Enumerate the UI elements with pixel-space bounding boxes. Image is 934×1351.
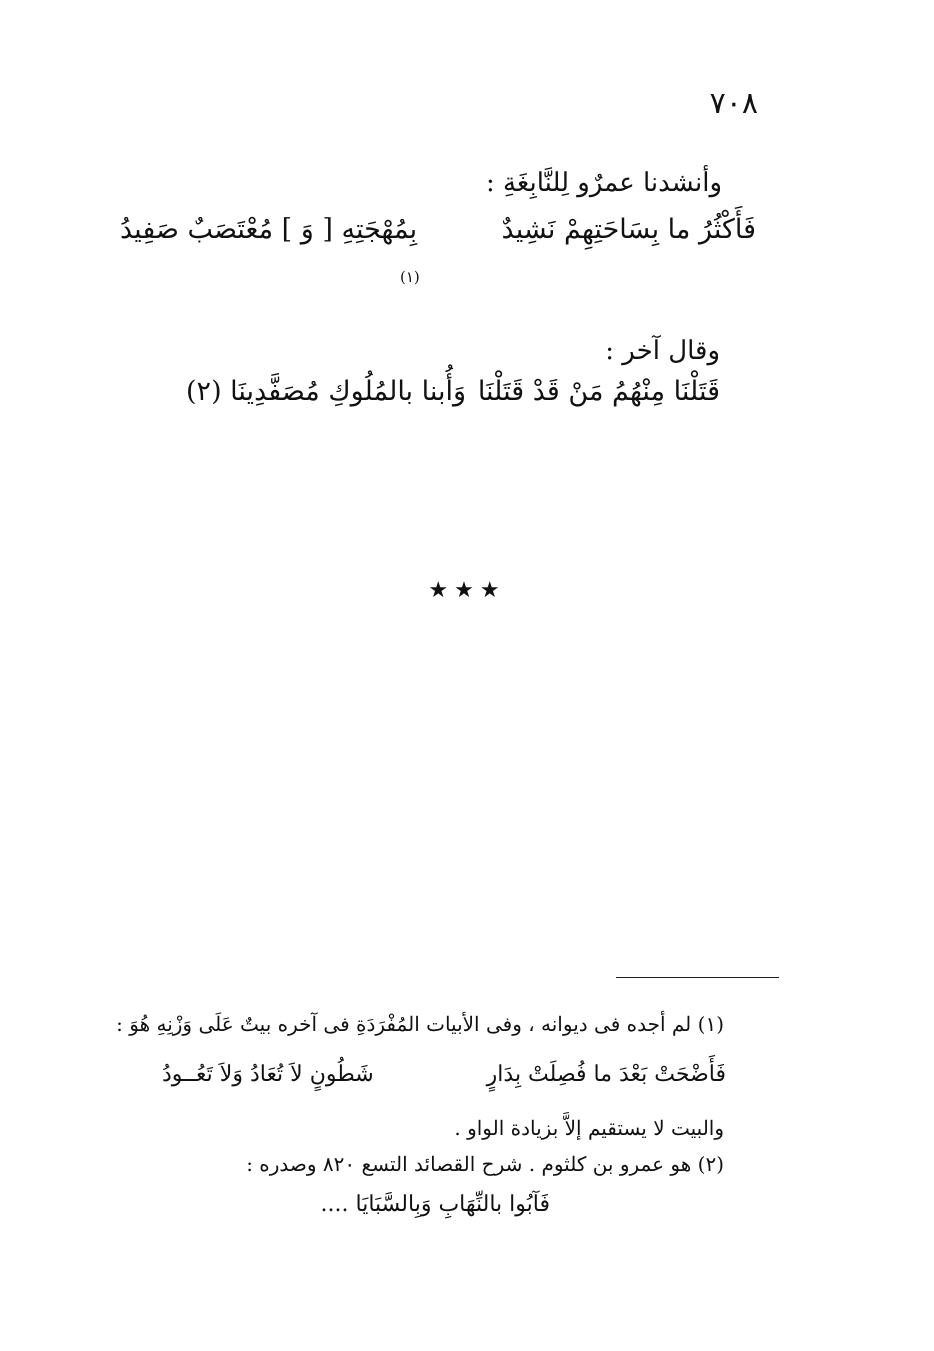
page-number: ٧٠٨ xyxy=(709,86,758,121)
footnote-2-text: (٢) هو عمرو بن كلثوم . شرح القصائد التسع ٨٢٠ وصدره : xyxy=(246,1152,724,1176)
verse-first-hemistich: فَأَضْحَتْ بَعْدَ ما فُصِلَتْ بِدَارٍ xyxy=(486,1062,726,1087)
entry-intro: وأنشدنا عمرٌو لِلنَّابِغَةِ : xyxy=(485,168,722,198)
footnote-reference: (١) xyxy=(400,268,420,286)
verse-second-hemistich: وَأُبنا بالمُلُوكِ مُصَفَّدِينَا (٢) xyxy=(186,376,467,407)
footnote-2-verse: فَآبُوا بالنِّهَابِ وَبِالسَّبَايَا .... xyxy=(320,1192,550,1217)
footnote-rule xyxy=(616,977,779,978)
footnote-1-text: (١) لم أجده فى ديوانه ، وفى الأبيات المُفْرَدَةِ فى آخره بيتٌ عَلَى وَزْنِهِ هُوَ : xyxy=(116,1012,724,1036)
footnote-1-remark: والبيت لا يستقيم إلاَّ بزيادة الواو . xyxy=(454,1116,724,1140)
section-separator: ★★★ xyxy=(428,578,506,603)
verse-second-hemistich: شَطُونٍ لاَ تُعَادُ وَلاَ تَعُــودُ xyxy=(162,1062,374,1087)
entry-intro: وقال آخر : xyxy=(605,336,720,366)
verse-second-hemistich: بِمُهْجَتِهِ [ وَ ] مُعْتَصَبٌ صَفِيدُ xyxy=(120,214,418,245)
verse-first-hemistich: قَتَلْنَا مِنْهُمُ مَنْ قَدْ قَتَلْنَا xyxy=(477,376,720,407)
verse-first-hemistich: فَأَكْثُرُ ما بِسَاحَتِهِمْ نَشِيدٌ xyxy=(501,214,756,245)
